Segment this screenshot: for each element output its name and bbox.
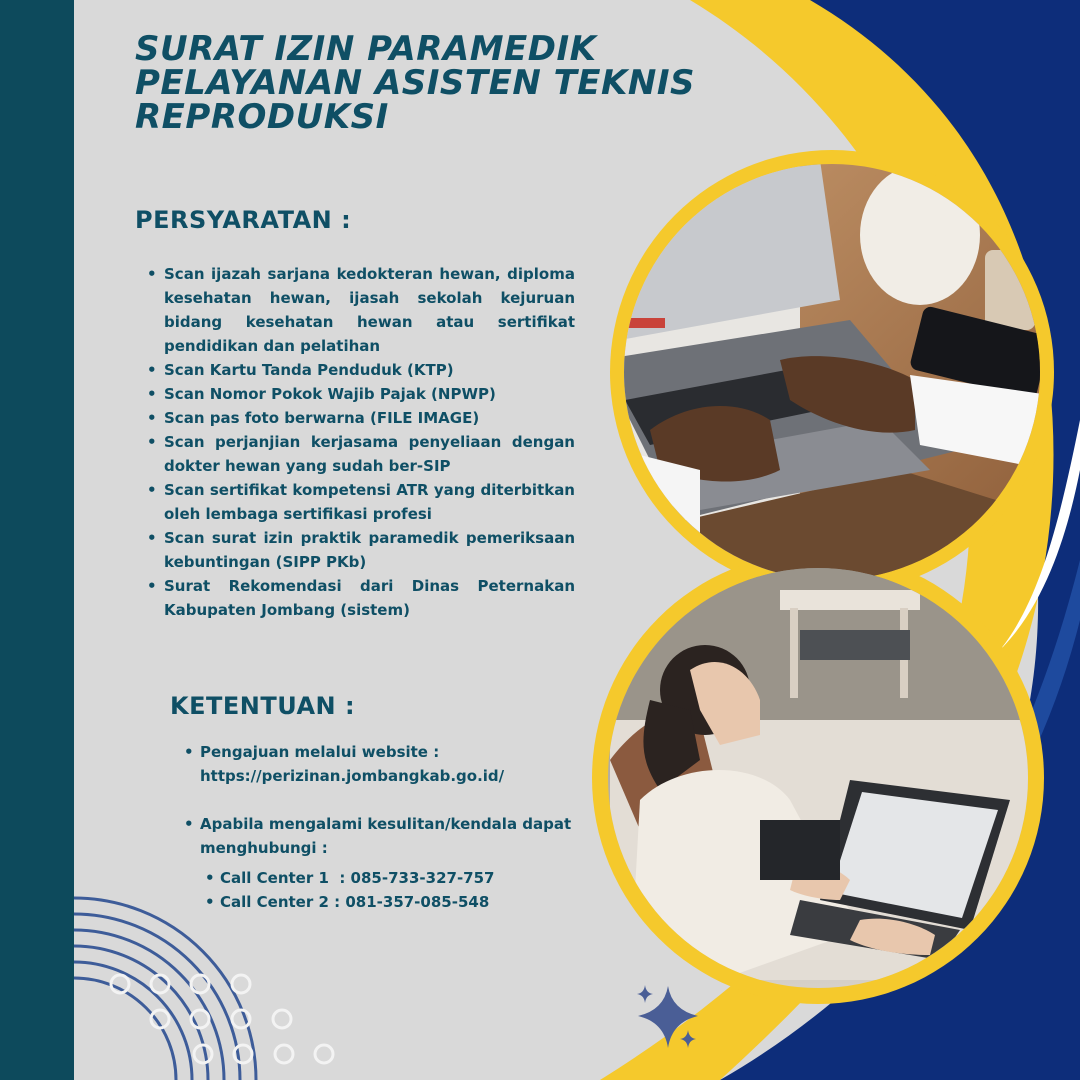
- title-line: SURAT IZIN PARAMEDIK: [135, 29, 597, 69]
- list-item: • Scan perjanjian kerjasama penyeliaan dengan dokter hewan yang sudah ber-SIP: [145, 430, 575, 478]
- ketentuan-heading: KETENTUAN :: [170, 692, 356, 720]
- list-item: • Scan sertifikat kompetensi ATR yang diterbitkan oleh lembaga sertifikasi profesi: [145, 478, 575, 526]
- title-line: PELAYANAN ASISTEN TEKNIS: [135, 63, 695, 103]
- sparkle-icon: [637, 985, 698, 1048]
- list-item: • Scan Kartu Tanda Penduduk (KTP): [145, 358, 575, 382]
- help-text: Apabila mengalami kesulitan/kendala dapat menghubungi :: [200, 815, 572, 857]
- title-line: REPRODUKSI: [135, 97, 389, 137]
- website-item: [182, 740, 582, 812]
- page-title: [135, 29, 695, 137]
- call-center-item: • Call Center 2 : 081-357-085-548: [203, 890, 563, 914]
- list-item: • Surat Rekomendasi dari Dinas Peternakan Kabupaten Jombang (sistem): [145, 574, 575, 622]
- list-item: • Scan ijazah sarjana kedokteran hewan, diploma kesehatan hewan, ijasah sekolah kejuruan bidang kesehatan hewan atau sertifikat pendidikan dan pelatihan: [145, 262, 575, 358]
- list-item: • Scan Nomor Pokok Wajib Pajak (NPWP): [145, 382, 575, 406]
- website-label: • Pengajuan melalui website :: [200, 743, 440, 761]
- call-center-list: [203, 866, 563, 914]
- persyaratan-list: [145, 262, 575, 622]
- call-center-item: • Call Center 1 : 085-733-327-757: [203, 866, 563, 890]
- help-item: [182, 812, 582, 860]
- persyaratan-heading: PERSYARATAN :: [135, 206, 352, 234]
- list-item: • Scan pas foto berwarna (FILE IMAGE): [145, 406, 575, 430]
- list-item: • Scan surat izin praktik paramedik pemeriksaan kebuntingan (SIPP PKb): [145, 526, 575, 574]
- left-strip: [0, 0, 74, 1080]
- ketentuan-list: [182, 740, 582, 860]
- decor-arcs: [74, 898, 256, 1080]
- website-link[interactable]: https://perizinan.jombangkab.go.id/: [200, 767, 505, 785]
